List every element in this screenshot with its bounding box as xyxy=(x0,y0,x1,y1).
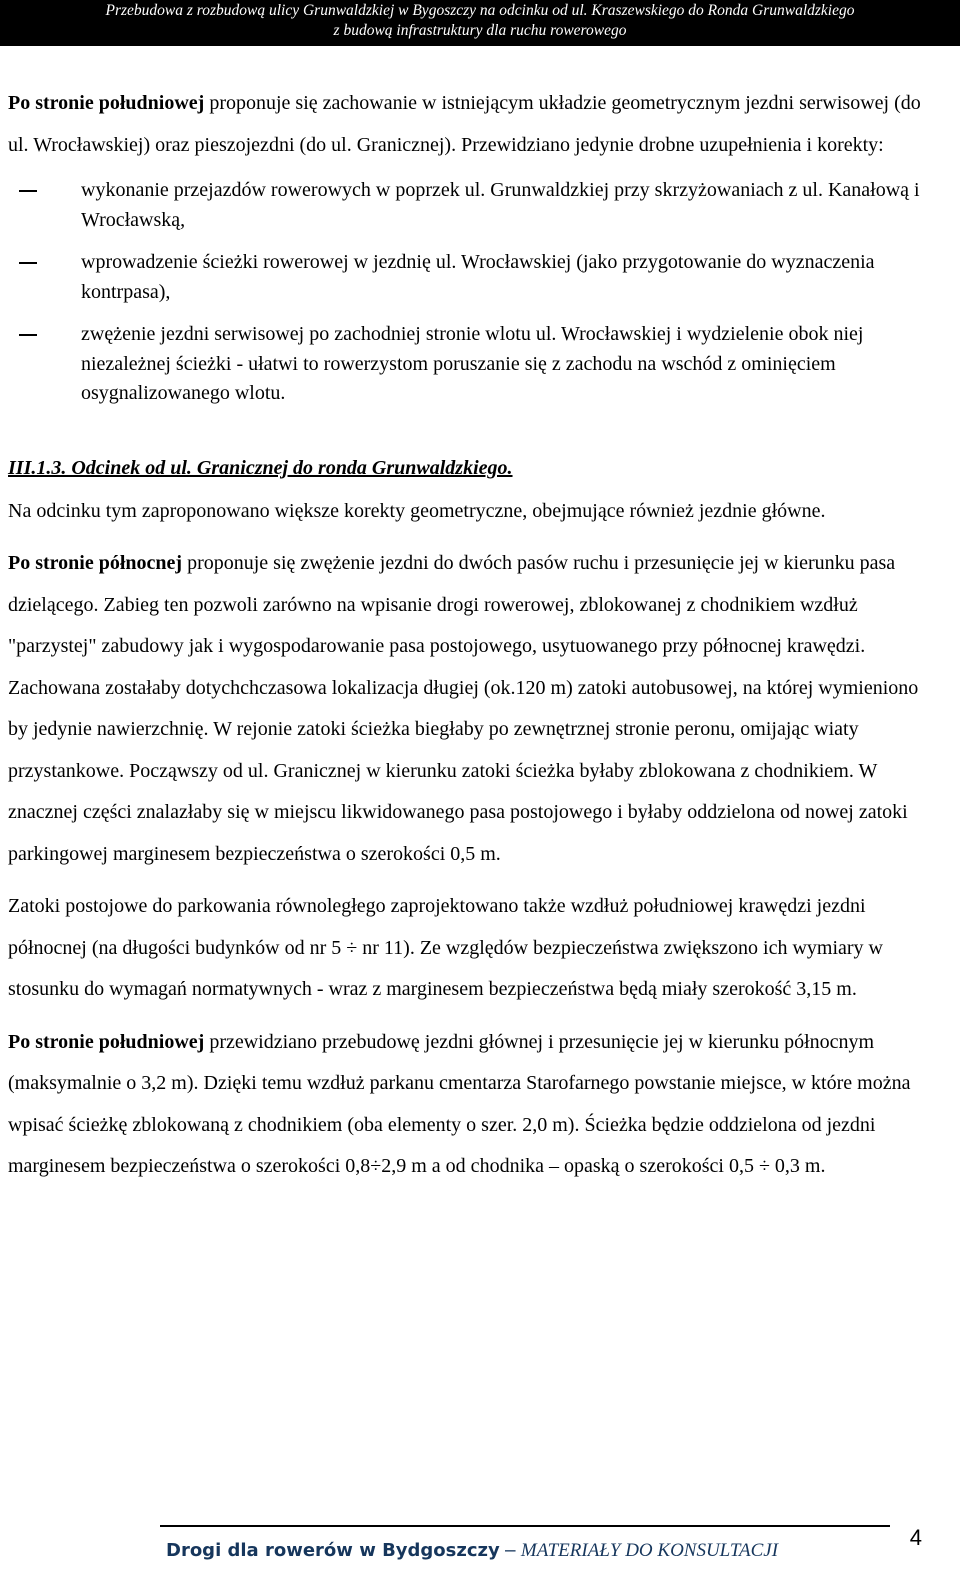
intro-text: proponuje się zachowanie w istniejącym układzie geometrycznym jezdni serwisowej (do ul. Wrocławskiej) oraz pieszojezdni (do ul. Granicznej). Przewidziano jedynie drobne uzupełnienia i korekty: xyxy=(8,92,921,156)
section-paragraph-2: Po stronie północnej proponuje się zwężenie jezdni do dwóch pasów ruchu i przesunięcie jej w kierunku pasa dzielącego. Zabieg ten pozwoli zarówno na wpisanie drogi rowerowej, zblokowanej z chodnikiem wzdłuż "parzystej" zabudowy jak i wygospodarowanie pasa postojowego, usytuowanego przy północnej krawędzi. Zachowana zostałaby dotychchczasowa lokalizacja długiej (ok.120 m) zatoki autobusowej, na której wymieniono by jedynie nawierzchnię. W rejonie zatoki ścieżka biegłaby po zewnętrznej stronie peronu, omijając wiaty przystankowe. Począwszy od ul. Granicznej w kierunku zatoki ścieżka byłaby zblokowana z chodnikiem. W znacznej części znalazłaby się w miejscu likwidowanego pasa postojowego i byłaby oddzielona od nowej zatoki parkingowej marginesem bezpieczeństwa o szerokości 0,5 m. xyxy=(8,552,919,865)
footer-text xyxy=(166,1540,778,1562)
footer-dash: – xyxy=(499,1540,521,1561)
page-footer xyxy=(160,1525,940,1585)
running-header xyxy=(0,0,960,46)
page-number: 4 xyxy=(909,1525,922,1550)
list-item: zwężenie jezdni serwisowej po zachodniej stronie wlotu ul. Wrocławskiej i wydzielenie obok niej niezależnej ścieżki - ułatwi to rowerzystom poruszanie się z zachodu na wschód z ominięciem osygnalizowanego wlotu. xyxy=(8,320,943,409)
footer-brand: Drogi dla rowerów w Bydgoszczy xyxy=(166,1540,500,1561)
dash-bullet-icon xyxy=(19,262,37,264)
dash-bullet-icon xyxy=(19,334,37,336)
dash-bullet-icon xyxy=(19,190,37,192)
list-item: wykonanie przejazdów rowerowych w poprzek ul. Grunwaldzkiej przy skrzyżowaniach z ul. Kanałową i Wrocławską, xyxy=(8,176,943,235)
section-paragraph-4: Po stronie południowej przewidziano przebudowę jezdni głównej i przesunięcie jej w kierunku północnym (maksymalnie o 3,2 m). Dzięki temu wzdłuż parkanu cmentarza Starofarnego powstanie miejsce, w które można wpisać ścieżkę zblokowaną z chodnikiem (oba elementy o szer. 2,0 m). Ścieżka będzie oddzielona od jezdni marginesem bezpieczeństwa o szerokości 0,8÷2,9 m a od chodnika – opaską o szerokości 0,5 ÷ 0,3 m. xyxy=(8,1030,911,1177)
south-side-lead: Po stronie południowej xyxy=(8,1030,205,1053)
north-side-lead: Po stronie północnej xyxy=(8,552,183,574)
intro-paragraph xyxy=(8,83,943,166)
document-body xyxy=(8,83,943,1188)
section-paragraph-3: Zatoki postojowe do parkowania równoległego zaprojektowano także wzdłuż południowej krawędzi jezdni północnej (na długości budynków od nr 5 ÷ nr 11). Ze względów bezpieczeństwa zwiększono ich wymiary w stosunku do wymagań normatywnych - wraz z marginesem bezpieczeństwa będą miały szerokość 3,15 m. xyxy=(8,895,883,1000)
section-heading: III.1.3. Odcinek od ul. Granicznej do ronda Grunwaldzkiego. xyxy=(8,456,513,479)
list-item: wprowadzenie ścieżki rowerowej w jezdnię ul. Wrocławskiej (jako przygotowanie do wyznaczenia kontrpasa), xyxy=(8,248,943,307)
header-line-2: z budową infrastruktury dla ruchu rowerowego xyxy=(333,22,627,39)
header-line-1: Przebudowa z rozbudową ulicy Grunwaldzkiej w Bygoszczy na odcinku od ul. Kraszewskiego do Ronda Grunwaldzkiego xyxy=(105,2,855,19)
correction-list xyxy=(8,176,943,409)
section-paragraph-1: Na odcinku tym zaproponowano większe korekty geometryczne, obejmujące również jezdnie główne. xyxy=(8,499,826,522)
footer-rule xyxy=(160,1525,890,1527)
footer-materials: MATERIAŁY DO KONSULTACJI xyxy=(520,1540,779,1561)
intro-lead: Po stronie południowej xyxy=(8,92,205,114)
